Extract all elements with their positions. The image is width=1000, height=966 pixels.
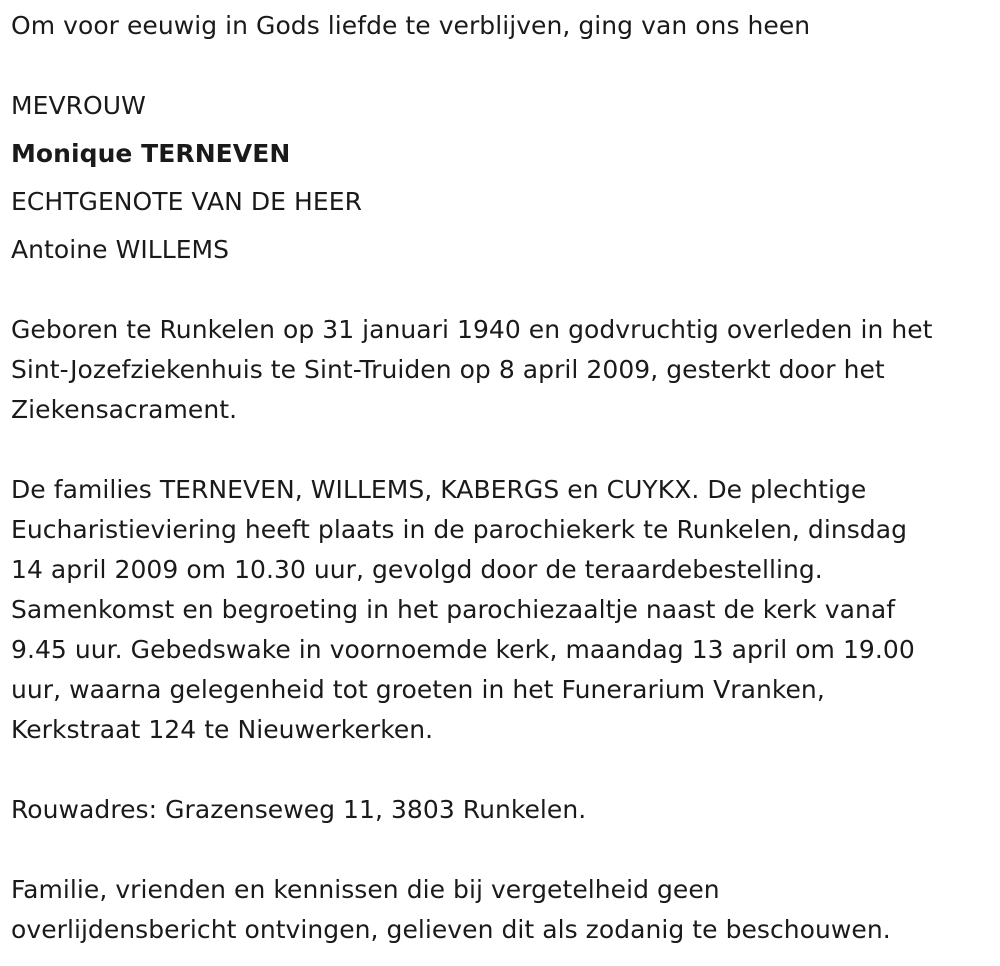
deceased-title: MEVROUW: [11, 91, 146, 120]
ceremony-line: De families TERNEVEN, WILLEMS, KABERGS en CUYKX. De plechtige: [11, 475, 867, 504]
ceremony-line: Kerkstraat 124 te Nieuwerkerken.: [11, 715, 434, 744]
birth-death-line: Geboren te Runkelen op 31 januari 1940 en godvruchtig overleden in het: [11, 315, 933, 344]
mourning-address: Rouwadres: Grazenseweg 11, 3803 Runkelen.: [11, 795, 587, 824]
intro-text: Om voor eeuwig in Gods liefde te verblijven, ging van ons heen: [11, 11, 811, 40]
birth-death-line: Ziekensacrament.: [11, 395, 238, 424]
closing-line: Familie, vrienden en kennissen die bij vergetelheid geen: [11, 875, 720, 904]
spouse-name: Antoine WILLEMS: [11, 235, 230, 264]
ceremony-line: Samenkomst en begroeting in het parochiezaaltje naast de kerk vanaf: [11, 595, 896, 624]
ceremony-line: Eucharistieviering heeft plaats in de parochiekerk te Runkelen, dinsdag: [11, 515, 908, 544]
closing-line: overlijdensbericht ontvingen, gelieven dit als zodanig te beschouwen.: [11, 915, 891, 944]
ceremony-line: 9.45 uur. Gebedswake in voornoemde kerk, maandag 13 april om 19.00: [11, 635, 915, 664]
deceased-name: Monique TERNEVEN: [11, 139, 291, 168]
deceased-relation: ECHTGENOTE VAN DE HEER: [11, 187, 362, 216]
birth-death-line: Sint-Jozefziekenhuis te Sint-Truiden op 8 april 2009, gesterkt door het: [11, 355, 885, 384]
ceremony-line: 14 april 2009 om 10.30 uur, gevolgd door de teraardebestelling.: [11, 555, 823, 584]
ceremony-line: uur, waarna gelegenheid tot groeten in het Funerarium Vranken,: [11, 675, 825, 704]
